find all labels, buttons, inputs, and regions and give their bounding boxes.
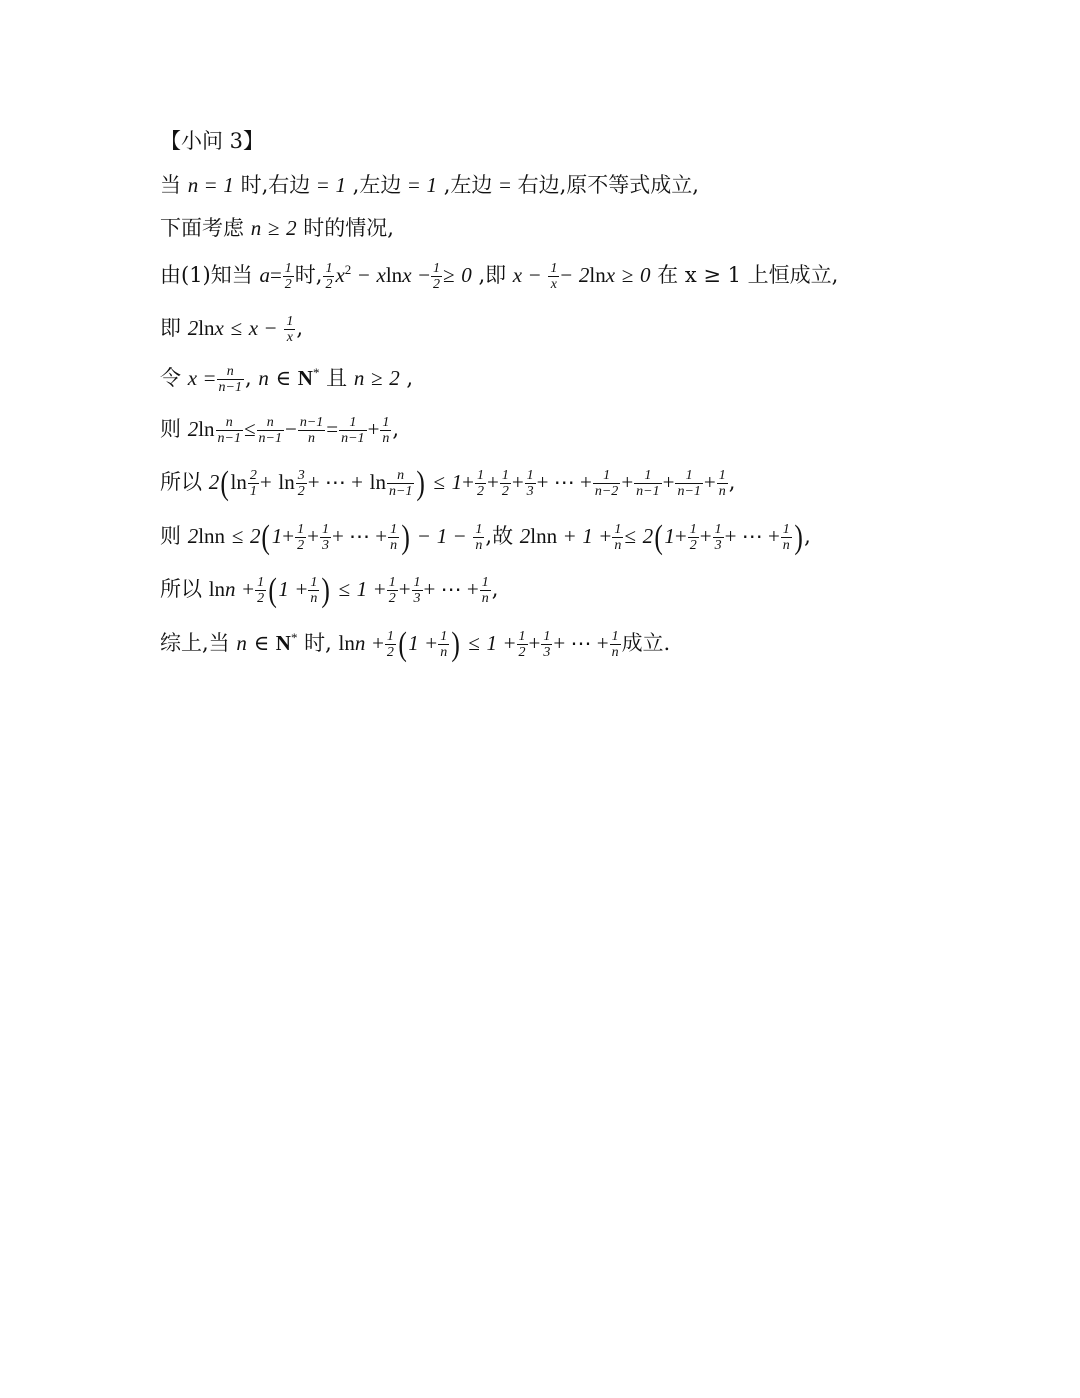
- line5-mid: 且: [326, 366, 348, 390]
- line4-prefix: 即: [160, 316, 181, 340]
- text-line-9: 所以 lnn + $\frac{1}{2}$ (1 + $\frac{1}{n}$ ) ≤ 1 + $\frac{1}{2}$ + $\frac{1}{3}$ + ⋯ + $\frac{1}{n}$ ,: [160, 571, 499, 609]
- line5-prefix: 令: [160, 366, 181, 390]
- line9-prefix: 所以: [160, 577, 202, 601]
- line8-prefix: 则: [160, 524, 181, 548]
- text-line-8: 则 2lnn ≤ 2(1+ $\frac{1}{2}$ + $\frac{1}{3}$ + ⋯ + $\frac{1}{n}$ ) − 1 − $\frac{1}{n}$ ,故 2lnn + 1 + $\frac{1}{n}$ ≤ 2(1+ $\frac{1}{2}$ + $\frac{1}{3}$ + ⋯ + $\frac{1}{n}$ ),: [160, 518, 811, 556]
- text-line-1: 当 n = 1 时,右边 = 1 ,左边 = 1 ,左边 = 右边,原不等式成立,: [160, 173, 699, 197]
- line3-suffix: 在 x ≥ 1 上恒成立,: [657, 263, 839, 287]
- line10-prefix: 综上,当: [160, 631, 230, 655]
- line7-prefix: 所以: [160, 470, 202, 494]
- text-line-4: 即 2lnx ≤ x − $\frac{1}{x}$ ,: [160, 314, 303, 345]
- text-line-5: 令 x = $\frac{n}{n-1}$ , n ∈ N* 且 n ≥ 2 ,: [160, 364, 414, 395]
- line10-mid: 时,: [304, 631, 332, 655]
- text-line-6: 则 2ln $\frac{n}{n-1}$ ≤ $\frac{n}{n-1}$ − $\frac{n-1}{n}$ = $\frac{1}{n-1}$ + $\frac{1}{n}$ ,: [160, 415, 400, 446]
- section-heading: [160, 126, 264, 156]
- text-line-10: 综上,当 n ∈ N* 时, lnn + $\frac{1}{2}$ (1 + $\frac{1}{n}$ ) ≤ 1 + $\frac{1}{2}$ + $\frac{1}{3}$ + ⋯ + $\frac{1}{n}$ 成立.: [160, 625, 671, 663]
- line8-mid: 故: [492, 524, 514, 548]
- heading-text: 【小问 3】: [160, 129, 265, 153]
- line10-suffix: 成立.: [621, 631, 671, 655]
- text-line-7: 所以 2(ln $\frac{2}{1}$ + ln $\frac{3}{2}$ + ⋯ + ln $\frac{n}{n-1}$ ) ≤ 1+ $\frac{1}{2}$ + $\frac{1}{2}$ + $\frac{1}{3}$ + ⋯ + $\frac{1}{n-2}$ + $\frac{1}{n-1}$ + $\frac{1}{n-1}$ + $\frac{1}{n}$ ,: [160, 464, 736, 502]
- text-line-2: 下面考虑 n ≥ 2 时的情况,: [160, 216, 394, 240]
- line6-prefix: 则: [160, 417, 181, 441]
- line3-prefix: 由(1)知当: [160, 263, 253, 287]
- text-line-3: 由(1)知当 a= $\frac{1}{2}$ 时, $\frac{1}{2}$ $x^2 - xlnx$ − $\frac{1}{2}$ ≥ 0 ,即 x − $\frac{1}{x}$ − 2lnx ≥ 0 在 x ≥ 1 上恒成立,: [160, 261, 839, 292]
